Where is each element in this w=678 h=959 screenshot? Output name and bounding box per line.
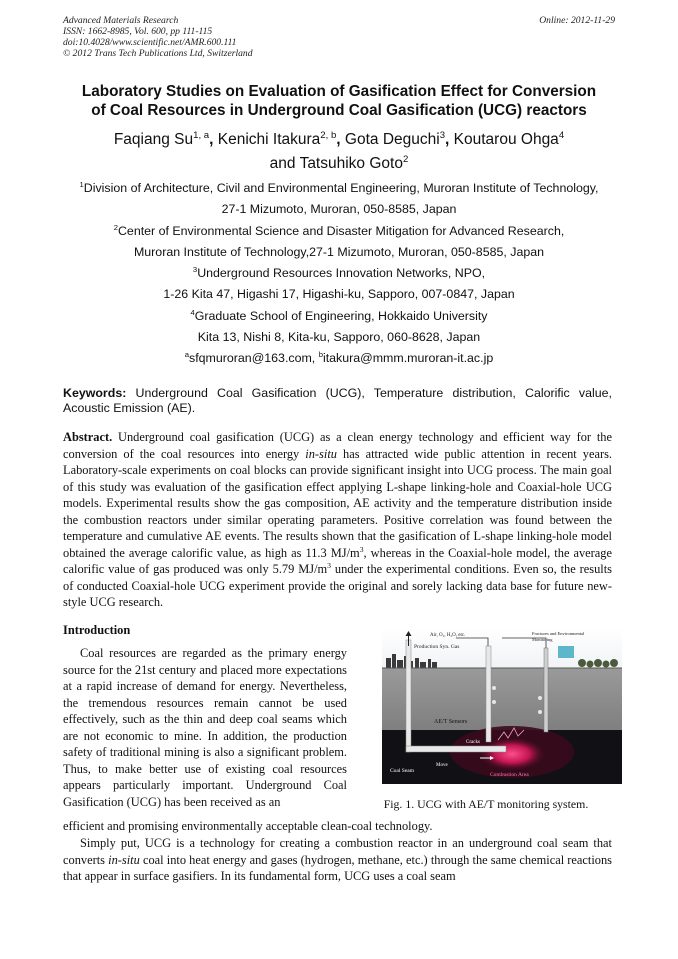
keywords-label: Keywords: — [63, 386, 127, 400]
injection-well — [406, 640, 411, 752]
affiliation-line: Division of Architecture, Civil and Environmental Engineering, Muroran Institute of Technology, — [83, 181, 599, 195]
affiliation-line: 1-26 Kita 47, Higashi 17, Higashi-ku, Sapporo, 007-0847, Japan — [163, 287, 515, 302]
label-fractures-1: Fractures and Environmental — [532, 631, 585, 636]
author-name: Gota Deguchi — [344, 131, 440, 148]
doi: doi:10.4028/www.scientific.net/AMR.600.111 — [63, 37, 237, 48]
affil-sup: b — [318, 350, 323, 360]
affiliation-line: Graduate School of Engineering, Hokkaido University — [194, 308, 488, 323]
intro-text: coal into heat energy and gases (hydrogen, methane, etc.) through the same chemical reactions that appear in surface gasifiers. In its fundamental form, UCG uses a coal seam — [63, 852, 613, 883]
abstract-text: under the experimental conditions. Even so, the results of conducted Coaxial-hole UCG experiment provide the original and sorely lacking data base for future new-style UCG research. — [63, 562, 613, 609]
abstract-text: , whereas in the Coaxial-hole model, the average calorific value of gas produced was only 5.79 MJ/m — [63, 545, 613, 576]
author-sup: 3 — [439, 129, 446, 141]
label-move: Move — [436, 763, 448, 768]
keywords — [63, 386, 612, 415]
affil-sup: 4 — [190, 307, 195, 317]
author-list — [40, 128, 638, 176]
label-air: Air, O₂, H₂O, etc. — [430, 633, 466, 638]
affiliation-line: Center of Environmental Science and Disaster Mitigation for Advanced Research, — [117, 223, 565, 238]
abstract-italic: in-situ — [305, 446, 337, 461]
ucg-diagram — [382, 628, 622, 784]
intro-italic: in-situ — [108, 852, 140, 867]
section-heading-introduction: Introduction — [63, 623, 131, 637]
figure-1 — [382, 628, 622, 784]
label-cracks: Cracks — [466, 740, 480, 745]
superscript: 3 — [327, 560, 331, 570]
abstract-text: has attracted wide public attention in recent years. Laboratory-scale experiments on coal blocks can provide significant insight into UCG process. The main goal of this study was evaluation of the gasification effect applying L-shape linking-hole and Coaxial-hole UCG models. Experimental results show the gas composition, AE activity and the temperature distribution inside the combustion reactors under similar operating parameters. Positive correlation was found between the temperature and cumulative AE events. The results shown that the gasification of L-shape linking-hole model obtained the average calorific value, as high as 11.3 MJ/m — [63, 446, 612, 560]
author-sep: , — [209, 131, 218, 148]
affil-sup: 1 — [79, 179, 84, 189]
linking-hole — [406, 746, 506, 752]
affil-sup: 3 — [192, 265, 198, 275]
label-production: Production Syn. Gas — [414, 644, 460, 650]
paper-title — [40, 82, 638, 120]
label-seam: Coal Seam — [390, 768, 414, 774]
affil-sup: 2 — [113, 222, 118, 232]
rock-layer — [382, 668, 622, 730]
author-name: Kenichi Itakura — [217, 131, 321, 148]
author-name: Faqiang Su — [113, 131, 194, 148]
intro-paragraph-1: Coal resources are regarded as the primary energy source for the 21st century and placed more expectations at a rapid increase of demand for energy. Nevertheless, the tremendous resources remain cannot be used effectively, such as the thin and deep coal seams which are not economic to mine. In addition, the production safety of traditional mining is also a significant problem. Thus, to make better use of existing coal resources appears particularly important. Underground Coal Gasification (UCG) has been received as an — [63, 646, 347, 809]
author-sup: 2, b — [320, 129, 337, 141]
label-sensors: AE/T Sensors — [434, 719, 468, 725]
intro-text: Simply put, UCG is a technology for creating a combustion reactor in an underground coal seam that converts — [63, 836, 612, 867]
author-sep: , — [336, 131, 345, 148]
author-sup: 1, a — [193, 129, 210, 141]
abstract — [63, 429, 612, 611]
label-fractures-2: Monitoring — [532, 637, 553, 642]
affil-sup: a — [184, 350, 190, 360]
author-sup: 4 — [558, 129, 565, 141]
affiliation-line: 27-1 Mizumoto, Muroran, 050-8585, Japan — [221, 202, 457, 217]
affiliations — [40, 178, 638, 370]
journal-header — [63, 15, 423, 59]
affiliation-line: Underground Resources Innovation Networks, NPO, — [197, 266, 486, 281]
author-sup: 2 — [402, 153, 409, 165]
figure-1-caption: Fig. 1. UCG with AE/T monitoring system. — [383, 797, 589, 811]
intro-paragraph-1-end: efficient and promising environmentally acceptable clean-coal technology. — [63, 819, 433, 833]
author-sep: , — [445, 131, 454, 148]
intro-paragraph-2 — [63, 835, 612, 885]
title-line-2: of Coal Resources in Underground Coal Gasification (UCG) reactors — [91, 102, 587, 119]
author-and: and — [269, 155, 300, 172]
affiliation-line: Muroran Institute of Technology,27-1 Mizumoto, Muroran, 050-8585, Japan — [133, 244, 545, 259]
issn: ISSN: 1662-8985, Vol. 600, pp 111-115 — [63, 26, 213, 37]
label-combustion: Combustion Area — [490, 772, 529, 778]
journal-name: Advanced Materials Research — [63, 15, 179, 26]
production-well — [486, 646, 491, 742]
title-line-1: Laboratory Studies on Evaluation of Gasification Effect for Conversion — [81, 83, 597, 100]
online-date: Online: 2012-11-29 — [539, 15, 615, 26]
abstract-text: Underground coal gasification (UCG) as a clean energy technology and efficient way for the conversion of the coal resources into energy — [63, 430, 612, 461]
keywords-text: Underground Coal Gasification (UCG), Temperature distribution, Calorific value, Acoustic Emission (AE). — [63, 386, 612, 415]
copyright: © 2012 Trans Tech Publications Ltd, Switzerland — [63, 48, 253, 59]
author-name: Koutarou Ohga — [453, 131, 559, 148]
email: itakura@mmm.muroran-it.ac.jp — [322, 351, 494, 366]
superscript: 3 — [359, 544, 364, 554]
email: sfqmuroran@163.com, — [189, 351, 319, 366]
trees — [578, 659, 618, 668]
affiliation-line: Kita 13, Nishi 8, Kita-ku, Sapporo, 060-8628, Japan — [197, 330, 481, 345]
author-name: Tatsuhiko Goto — [299, 155, 403, 172]
abstract-label: Abstract. — [63, 430, 113, 444]
monitoring-station — [558, 646, 574, 658]
monitoring-borehole — [544, 648, 548, 732]
